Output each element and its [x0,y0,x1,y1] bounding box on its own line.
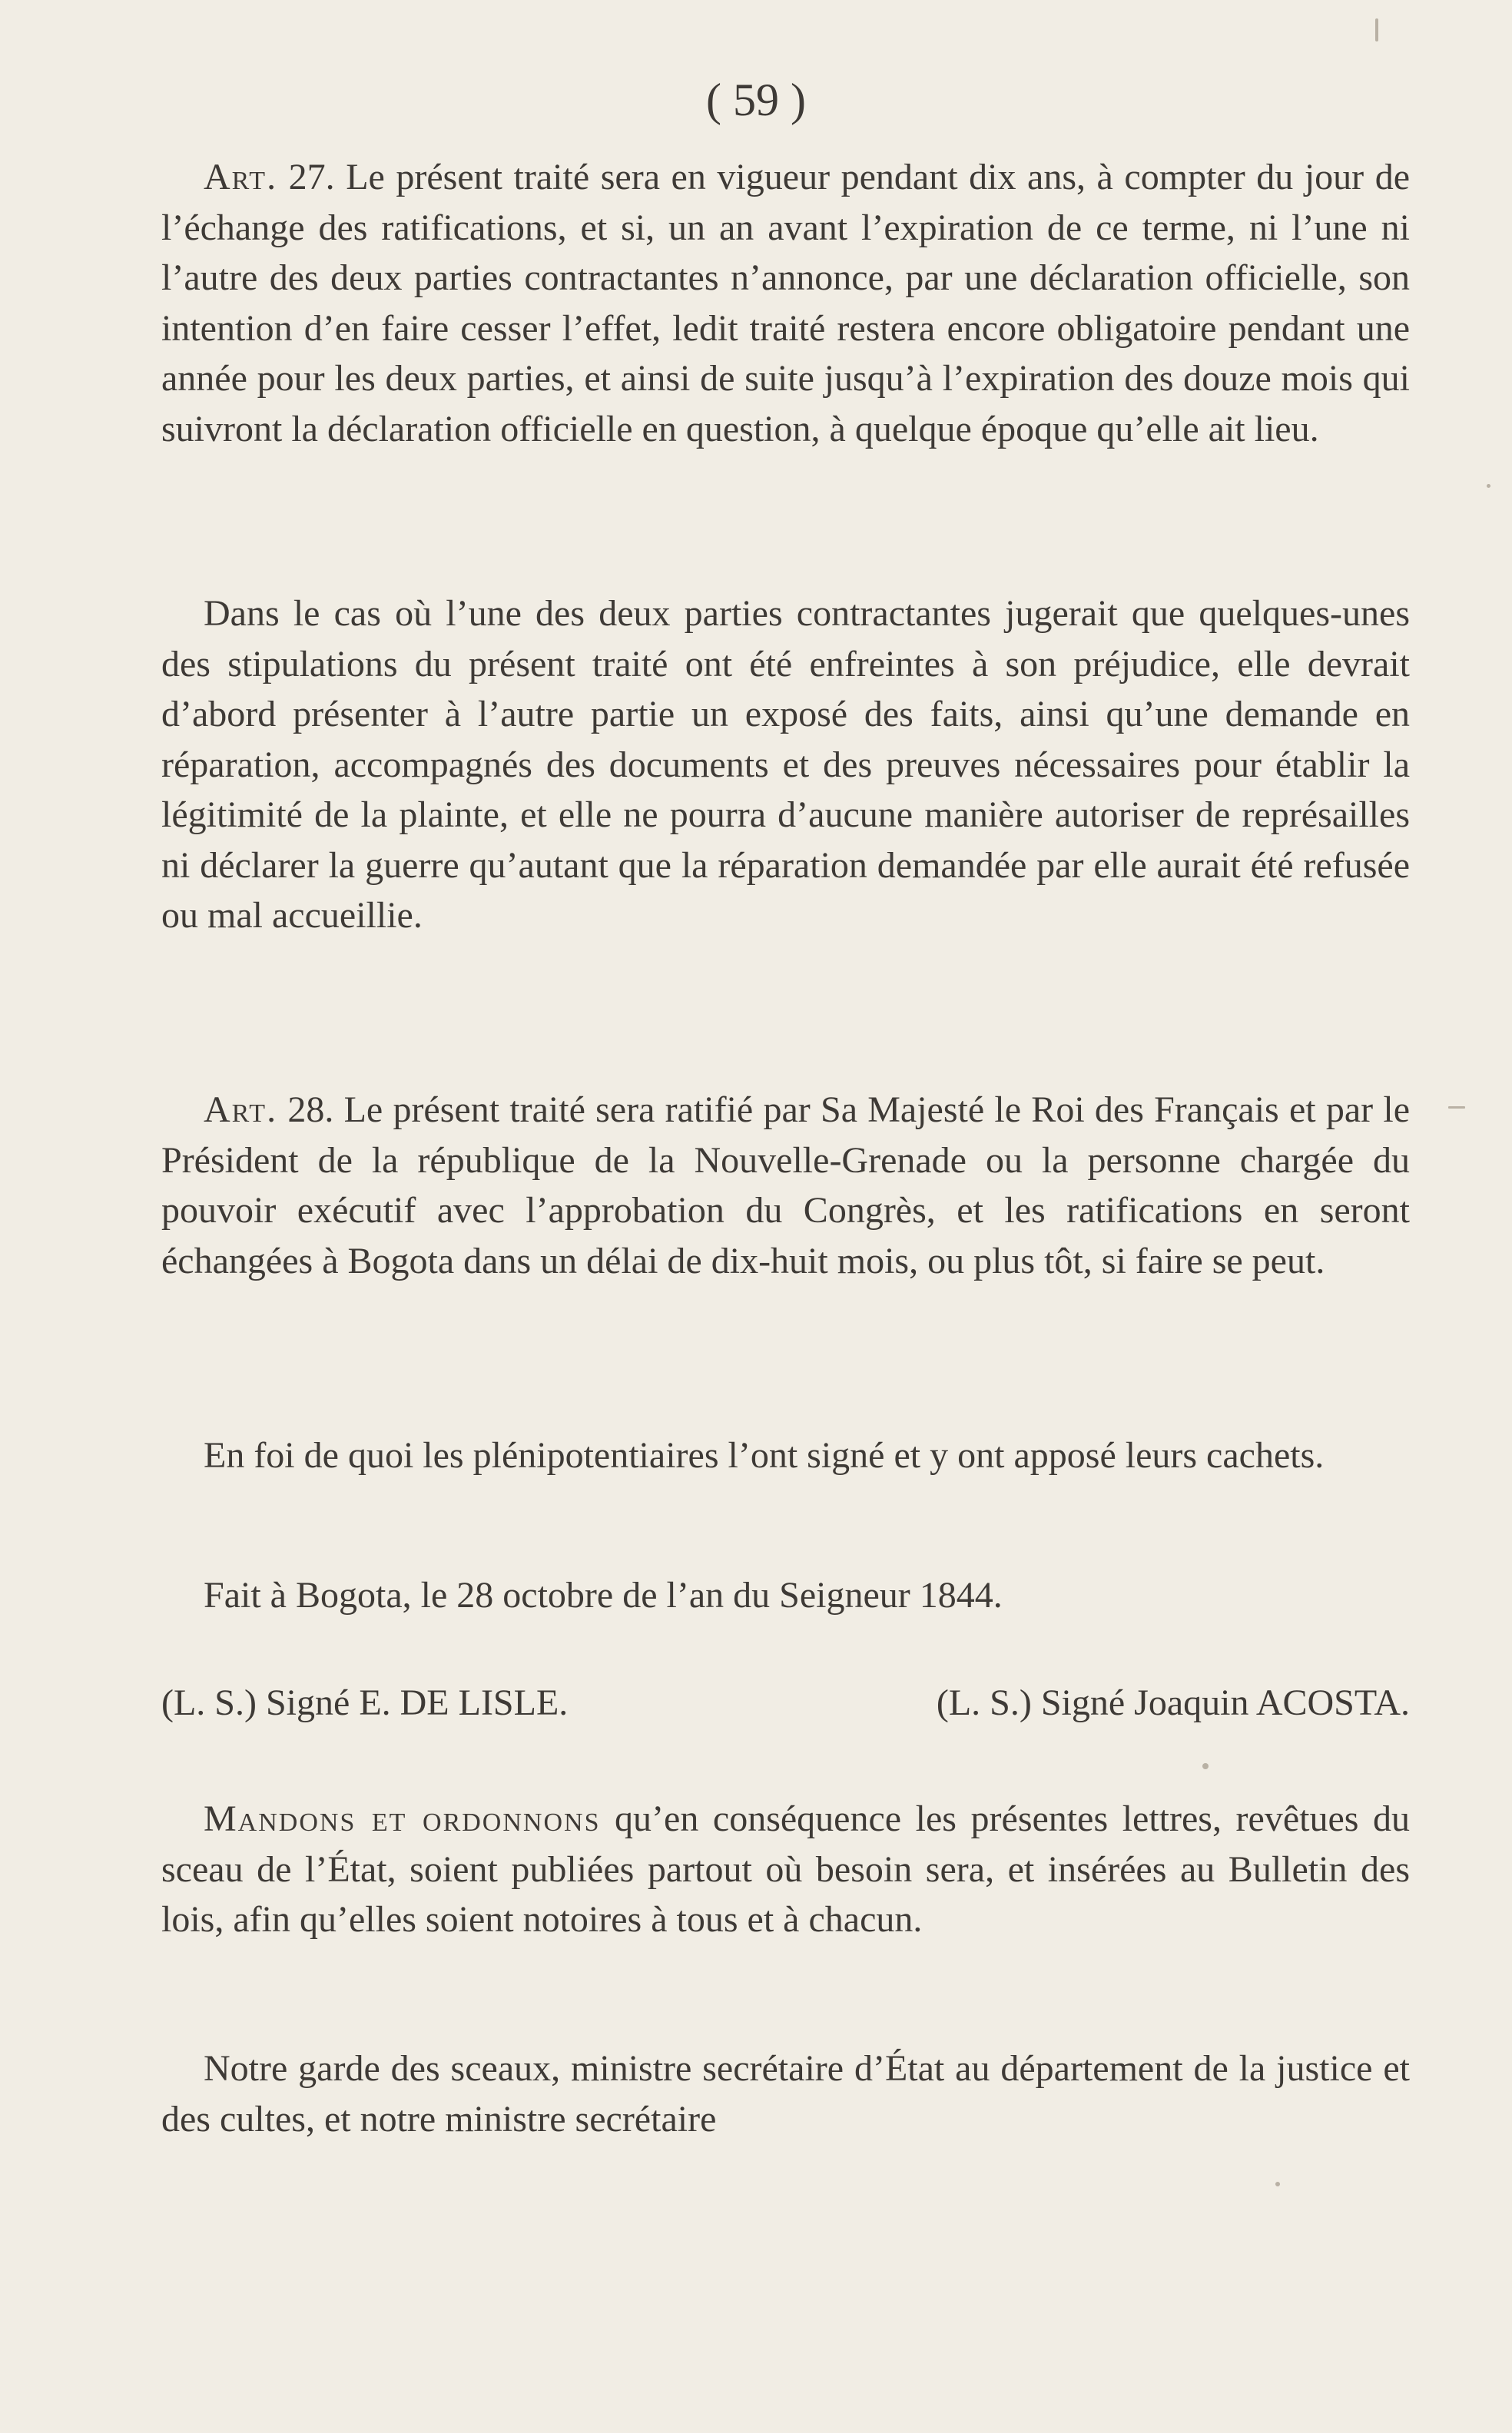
article-28 [161,1085,1410,1286]
article-number: 27. [288,157,335,197]
paper-mark [1202,1763,1209,1769]
signature-right: (L. S.) Signé Joaquin ACOSTA. [936,1682,1410,1723]
paragraph-text: qu’en conséquence les présentes lettres, revêtues du sceau de l’État, soient publiées partout où besoin sera, et insérées au Bulletin des lois, afin qu’elles soient notoires à tous et à chacun. [161,1798,1411,1940]
paragraph-done-at [161,1570,1410,1621]
signature-left: (L. S.) Signé E. DE LISLE. [161,1682,569,1723]
article-label: Art. [204,1089,278,1130]
paragraph-text: Fait à Bogota, le 28 octobre de l’an du Seigneur 1844. [204,1575,1003,1616]
paper-mark [1448,1106,1465,1109]
paragraph-mandons [161,1794,1410,1945]
article-label: Art. [204,157,278,197]
article-text: Le présent traité sera en vigueur pendant dix ans, à compter du jour de l’échange des ratifications, et si, un an avant l’expiration de ce terme, ni l’une ni l’autre des deux parties contractantes n’annonce, par une déclaration officielle, son intention d’en faire cesser l’effet, ledit traité restera encore obligatoire pendant une année pour les deux parties, et ainsi de suite jusqu’à l’expiration des douze mois qui suivront la déclaration officielle en question, à quelque époque qu’elle ait lieu. [161,157,1411,449]
paragraph-dispute [161,588,1410,941]
article-number: 28. [287,1089,334,1130]
article-27 [161,152,1410,454]
paragraph-text: Notre garde des sceaux, ministre secrétaire d’État au département de la justice et des cultes, et notre ministre secrétaire [161,2048,1410,2140]
page-number: ( 59 ) [706,75,806,125]
paragraph-text: Dans le cas où l’une des deux parties contractantes jugerait que quelques-unes des stipulations du présent traité ont été enfreintes à son préjudice, elle devrait d’abord présenter à l’autre partie un exposé des faits, ainsi qu’une demande en réparation, accompagnés des documents et des preuves nécessaires pour établir la légitimité de la plainte, et elle ne pourra d’aucune manière autoriser de représailles ni déclarer la guerre qu’autant que la réparation demandée par elle aurait été refusée ou mal accueillie. [161,593,1410,936]
mandons-lead: Mandons et ordonnons [204,1798,601,1839]
paper-mark [1275,2182,1280,2186]
signature-line [161,1678,1410,1728]
paragraph-faith [161,1430,1410,1481]
paragraph-text: En foi de quoi les plénipotentiaires l’ont signé et y ont apposé leurs cachets. [204,1435,1325,1476]
paper-mark [1375,18,1378,41]
article-text: Le présent traité sera ratifié par Sa Majesté le Roi des Français et par le Président de la république de la Nouvelle-Grenade ou la personne chargée du pouvoir exécutif avec l’approbation du Congrès, et les ratifications en seront échangées à Bogota dans un délai de dix-huit mois, ou plus tôt, si faire se peut. [161,1089,1411,1281]
paragraph-garde [161,2044,1410,2144]
paper-mark [1487,484,1490,488]
